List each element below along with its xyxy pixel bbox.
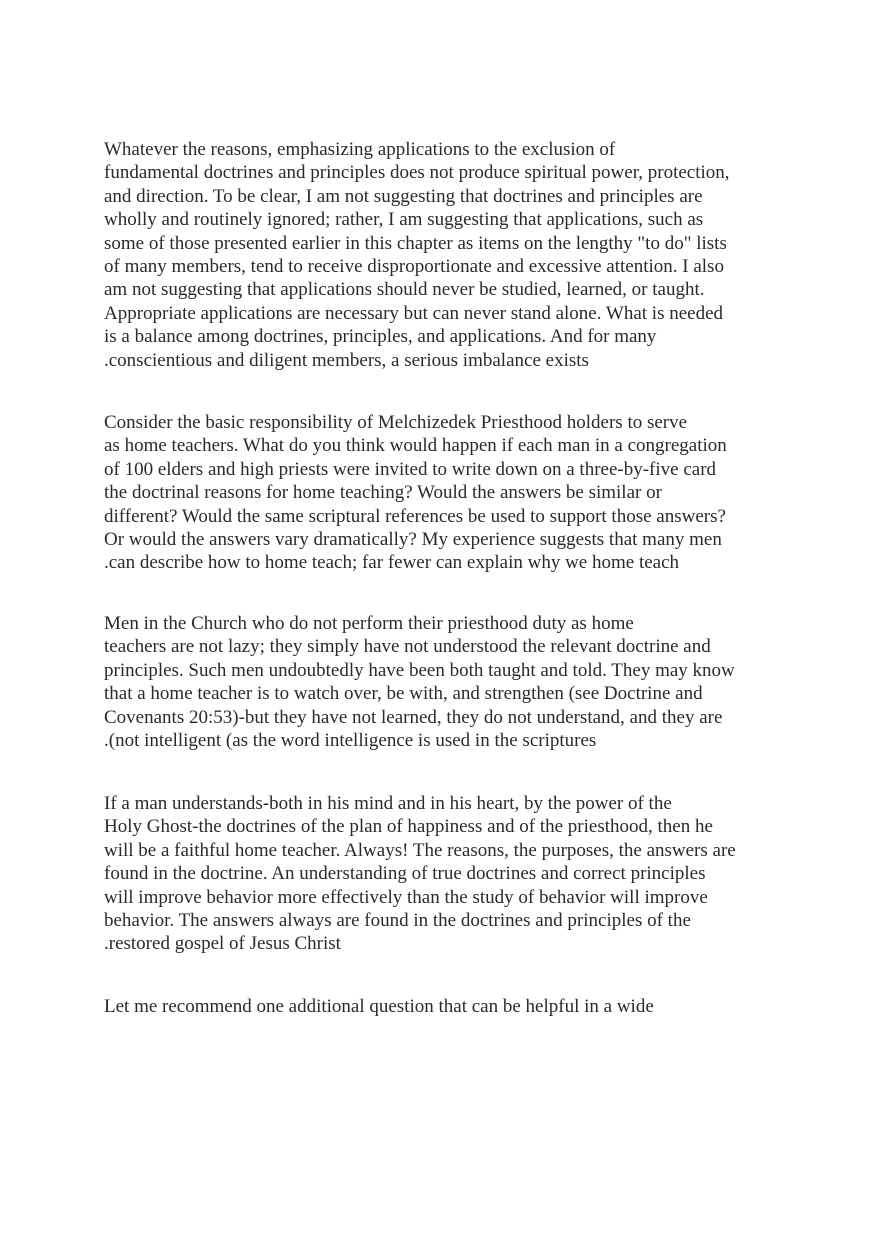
- paragraph-home-teaching-responsibility: [104, 411, 784, 575]
- text-line: wholly and routinely ignored; rather, I am suggesting that applications, such as: [104, 209, 704, 231]
- text-line: .(not intelligent (as the word intelligence is used in the scriptures: [104, 730, 597, 752]
- text-line: Men in the Church who do not perform their priesthood duty as home: [104, 613, 634, 634]
- text-line: .restored gospel of Jesus Christ: [104, 933, 341, 955]
- text-line: is a balance among doctrines, principles, and applications. And for many: [104, 326, 657, 348]
- text-line: teachers are not lazy; they simply have not understood the relevant doctrine and: [104, 636, 711, 658]
- paragraph-additional-question: [104, 995, 784, 1018]
- text-line: Covenants 20:53)-but they have not learned, they do not understand, and they are: [104, 706, 723, 728]
- paragraph-understanding-doctrine: [104, 792, 784, 956]
- text-line: as home teachers. What do you think would happen if each man in a congregation: [104, 435, 727, 457]
- text-line: am not suggesting that applications should never be studied, learned, or taught.: [104, 279, 705, 301]
- text-line: some of those presented earlier in this chapter as items on the lengthy "to do" lists: [104, 232, 727, 254]
- text-line: Holy Ghost-the doctrines of the plan of happiness and of the priesthood, then he: [104, 816, 713, 838]
- text-line: that a home teacher is to watch over, be with, and strengthen (see Doctrine and: [104, 683, 703, 705]
- text-line: will improve behavior more effectively than the study of behavior will improve: [104, 886, 708, 908]
- text-line: behavior. The answers always are found in the doctrines and principles of the: [104, 910, 691, 932]
- text-line: of 100 elders and high priests were invited to write down on a three-by-five card: [104, 458, 717, 480]
- paragraph-priesthood-duty: [104, 612, 784, 752]
- text-line: .can describe how to home teach; far fewer can explain why we home teach: [104, 552, 680, 574]
- text-line: of many members, tend to receive disproportionate and excessive attention. I also: [104, 256, 724, 278]
- text-line: Let me recommend one additional question that can be helpful in a wide: [104, 996, 654, 1017]
- paragraph-applications-balance: [104, 138, 784, 372]
- text-line: and direction. To be clear, I am not suggesting that doctrines and principles are: [104, 185, 703, 207]
- text-line: If a man understands-both in his mind and in his heart, by the power of the: [104, 793, 672, 814]
- text-line: principles. Such men undoubtedly have been both taught and told. They may know: [104, 659, 735, 681]
- text-line: Or would the answers vary dramatically? My experience suggests that many men: [104, 529, 722, 551]
- text-line: Appropriate applications are necessary but can never stand alone. What is needed: [104, 302, 724, 324]
- text-line: found in the doctrine. An understanding of true doctrines and correct principles: [104, 863, 706, 885]
- text-line: will be a faithful home teacher. Always! The reasons, the purposes, the answers are: [104, 839, 736, 861]
- text-line: Consider the basic responsibility of Melchizedek Priesthood holders to serve: [104, 412, 688, 433]
- text-line: Whatever the reasons, emphasizing applications to the exclusion of: [104, 139, 616, 160]
- text-line: the doctrinal reasons for home teaching? Would the answers be similar or: [104, 482, 662, 504]
- text-line: different? Would the same scriptural references be used to support those answers?: [104, 505, 726, 527]
- text-line: fundamental doctrines and principles does not produce spiritual power, protection,: [104, 162, 730, 184]
- text-line: .conscientious and diligent members, a serious imbalance exists: [104, 349, 589, 371]
